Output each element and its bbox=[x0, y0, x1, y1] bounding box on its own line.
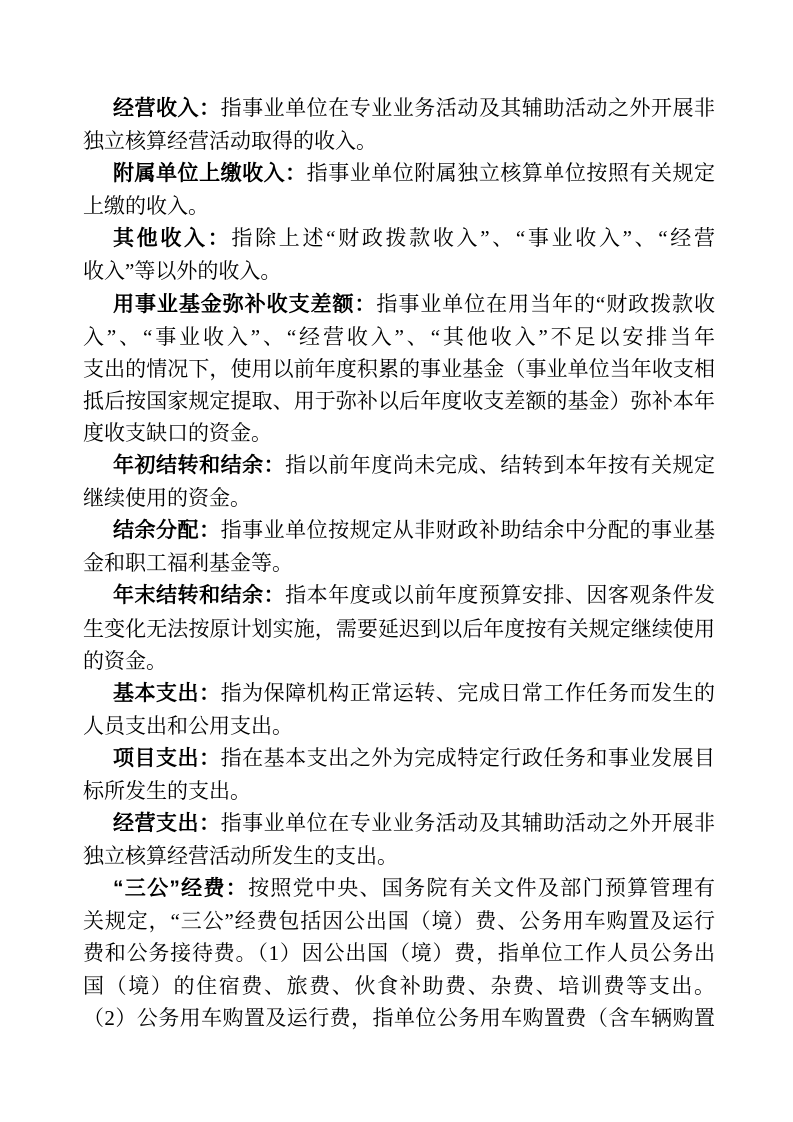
text-line bbox=[83, 92, 715, 125]
line-text: 费和公务接待费。（1）因公出国（境）费，指单位工作人员公务出 bbox=[83, 941, 715, 966]
text-line bbox=[83, 775, 715, 807]
term-label: 用事业基金弥补收支差额： bbox=[113, 292, 377, 316]
line-text: 指事业单位在用当年的“财政拨款收 bbox=[376, 291, 716, 316]
line-text: 人员支出和公用支出。 bbox=[83, 713, 293, 738]
line-text: 度收支缺口的资金。 bbox=[83, 420, 272, 445]
line-text: 上缴的收入。 bbox=[83, 194, 209, 219]
line-text: 收入”等以外的收入。 bbox=[83, 259, 282, 284]
term-label: 经营支出： bbox=[113, 812, 221, 836]
text-line bbox=[83, 742, 715, 775]
term-label: 基本支出： bbox=[113, 681, 221, 705]
text-line bbox=[83, 1002, 715, 1034]
text-line bbox=[83, 710, 715, 742]
text-line bbox=[83, 482, 715, 514]
line-text: 指事业单位按规定从非财政补助结余中分配的事业基 bbox=[220, 518, 715, 543]
term-label: “三公”经费： bbox=[113, 877, 249, 901]
line-text: 指在基本支出之外为完成特定行政任务和事业发展目 bbox=[220, 745, 715, 770]
text-line bbox=[83, 613, 715, 645]
text-line bbox=[83, 190, 715, 222]
line-text: 指以前年度尚未完成、结转到本年按有关规定 bbox=[285, 453, 716, 478]
line-text: 抵后按国家规定提取、用于弥补以后年度收支差额的基金）弥补本年 bbox=[83, 388, 715, 413]
text-line bbox=[83, 677, 715, 710]
text-line bbox=[83, 222, 715, 255]
line-text: 独立核算经营活动所发生的支出。 bbox=[83, 844, 398, 869]
line-text: 国（境）的住宿费、旅费、伙食补助费、杂费、培训费等支出。 bbox=[83, 973, 715, 998]
text-line bbox=[83, 937, 715, 969]
term-label: 经营收入： bbox=[113, 97, 221, 120]
line-text: 指除上述“财政拨款收入”、“事业收入”、“经营 bbox=[231, 226, 715, 251]
text-line bbox=[83, 807, 715, 840]
line-text: 指本年度或以前年度预算安排、因客观条件发 bbox=[285, 583, 716, 608]
document-body bbox=[83, 92, 715, 1034]
line-text: 金和职工福利基金等。 bbox=[83, 551, 293, 576]
text-line bbox=[83, 514, 715, 547]
term-label: 项目支出： bbox=[113, 746, 221, 770]
line-text: 指为保障机构正常运转、完成日常工作任务而发生的 bbox=[220, 680, 715, 705]
line-text: （2）公务用车购置及运行费，指单位公务用车购置费（含车辆购置 bbox=[83, 1005, 715, 1030]
line-text: 独立核算经营活动取得的收入。 bbox=[83, 129, 377, 154]
text-line bbox=[83, 449, 715, 482]
term-label: 年初结转和结余： bbox=[113, 454, 286, 478]
term-label: 其他收入： bbox=[113, 227, 232, 251]
text-line bbox=[83, 970, 715, 1002]
text-line bbox=[83, 547, 715, 579]
text-line bbox=[83, 321, 715, 353]
line-text: 入”、“事业收入”、“经营收入”、“其他收入”不足以安排当年 bbox=[83, 324, 715, 349]
text-line bbox=[83, 417, 715, 449]
line-text: 指事业单位在专业业务活动及其辅助活动之外开展非 bbox=[220, 811, 715, 836]
text-line bbox=[83, 840, 715, 872]
text-line bbox=[83, 385, 715, 417]
line-text: 指事业单位附属独立核算单位按照有关规定 bbox=[306, 161, 716, 186]
term-label: 年末结转和结余： bbox=[113, 584, 286, 608]
line-text: 指事业单位在专业业务活动及其辅助活动之外开展非 bbox=[220, 96, 715, 120]
text-line bbox=[83, 579, 715, 612]
line-text: 的资金。 bbox=[83, 648, 167, 673]
line-text: 继续使用的资金。 bbox=[83, 486, 251, 511]
line-text: 生变化无法按原计划实施，需要延迟到以后年度按有关规定继续使用 bbox=[83, 616, 715, 641]
line-text: 按照党中央、国务院有关文件及部门预算管理有 bbox=[248, 876, 716, 901]
text-line bbox=[83, 157, 715, 190]
text-line bbox=[83, 645, 715, 677]
term-label: 结余分配： bbox=[113, 519, 221, 543]
line-text: 关规定，“三公”经费包括因公出国（境）费、公务用车购置及运行 bbox=[83, 909, 715, 934]
line-text: 支出的情况下，使用以前年度积累的事业基金（事业单位当年收支相 bbox=[83, 356, 715, 381]
text-line bbox=[83, 255, 715, 287]
line-text: 标所发生的支出。 bbox=[83, 778, 251, 803]
term-label: 附属单位上缴收入： bbox=[113, 162, 307, 186]
text-line bbox=[83, 353, 715, 385]
text-line bbox=[83, 125, 715, 157]
text-line bbox=[83, 872, 715, 905]
text-line bbox=[83, 288, 715, 321]
text-line bbox=[83, 905, 715, 937]
